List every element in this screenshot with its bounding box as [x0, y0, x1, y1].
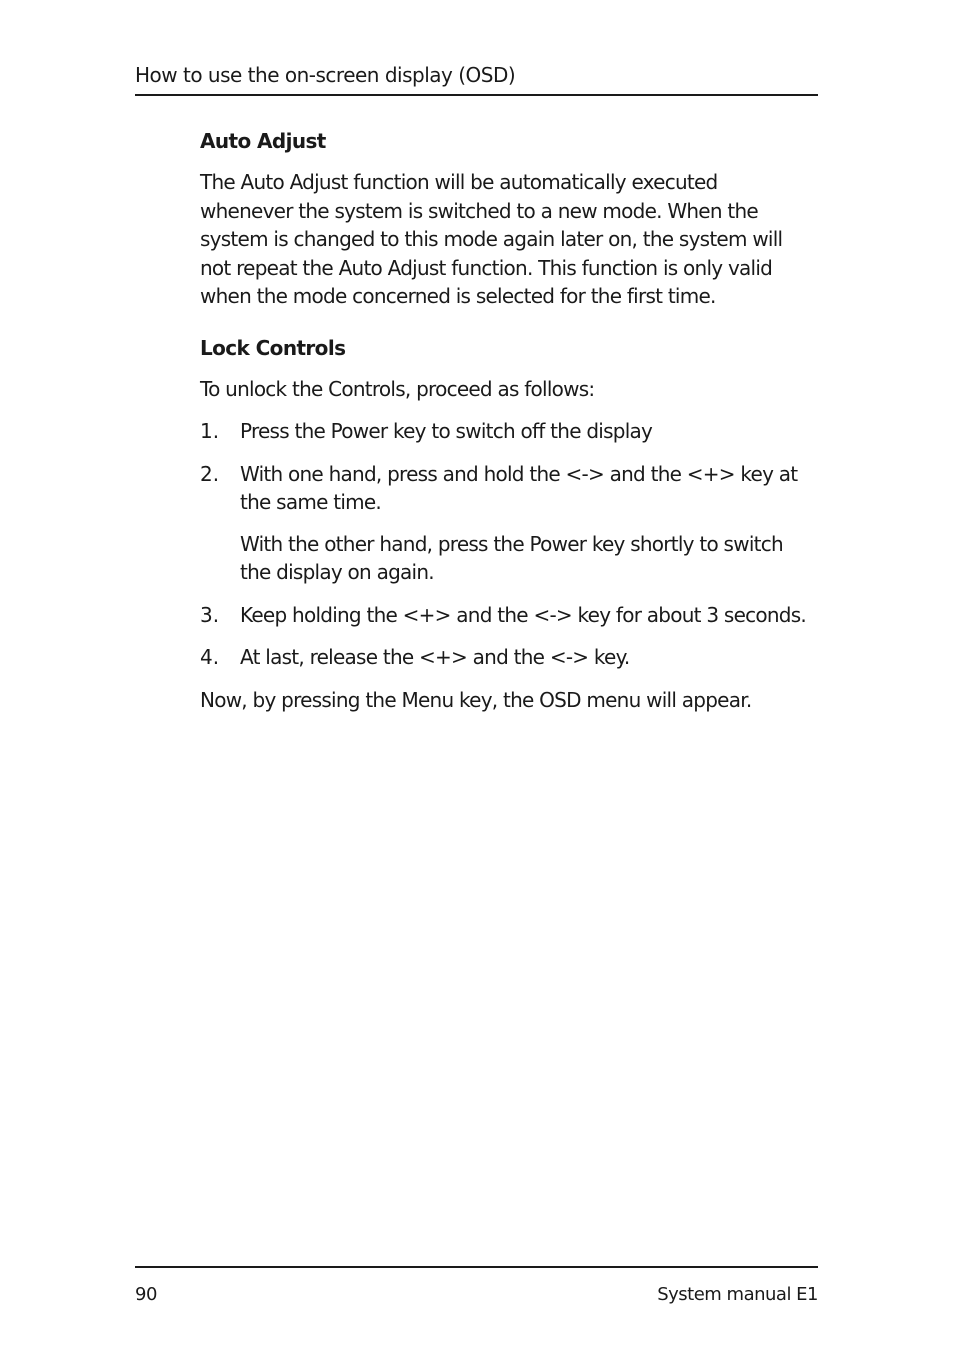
page-footer: [135, 1266, 818, 1305]
lock-controls-intro: To unlock the Controls, proceed as follows:: [200, 376, 595, 401]
steps-list: [200, 417, 810, 672]
step-text: Press the Power key to switch off the display: [240, 419, 653, 443]
step-number: 3.: [200, 602, 220, 627]
step-number: 4.: [200, 645, 220, 669]
step-text-extra: With the other hand, press the Power key shortly to switch the display on again.: [240, 531, 783, 584]
page-number: 90: [135, 1284, 157, 1305]
step-number: 1.: [200, 419, 220, 443]
lock-controls-section: [200, 333, 810, 715]
step-text: Keep holding the <+> and the <-> key for about 3 seconds.: [240, 602, 807, 627]
step-text: With one hand, press and hold the <-> and the <+> key at the same time.: [240, 461, 798, 514]
lock-controls-closing: Now, by pressing the Menu key, the OSD menu will appear.: [200, 687, 752, 712]
auto-adjust-section: [200, 126, 810, 311]
step-text: At last, release the <+> and the <-> key.: [240, 645, 630, 669]
page-header: [135, 60, 818, 96]
step-item-2: [200, 460, 810, 587]
step-item-3: [200, 601, 810, 630]
step-item-1: [200, 417, 810, 446]
lock-controls-heading: Lock Controls: [200, 335, 346, 360]
step-item-4: [200, 643, 810, 672]
manual-title: System manual E1: [657, 1284, 818, 1305]
page-content: [200, 126, 810, 714]
header-title: How to use the on-screen display (OSD): [135, 63, 516, 87]
auto-adjust-body: The Auto Adjust function will be automatically executed whenever the system is switched to a new mode. When the system is changed to this mode again later on, the system will not repeat the Auto Adjust function. This function is only valid when the mode concerned is selected for the first time.: [200, 170, 783, 308]
step-number: 2.: [200, 461, 220, 486]
auto-adjust-heading: Auto Adjust: [200, 129, 326, 153]
